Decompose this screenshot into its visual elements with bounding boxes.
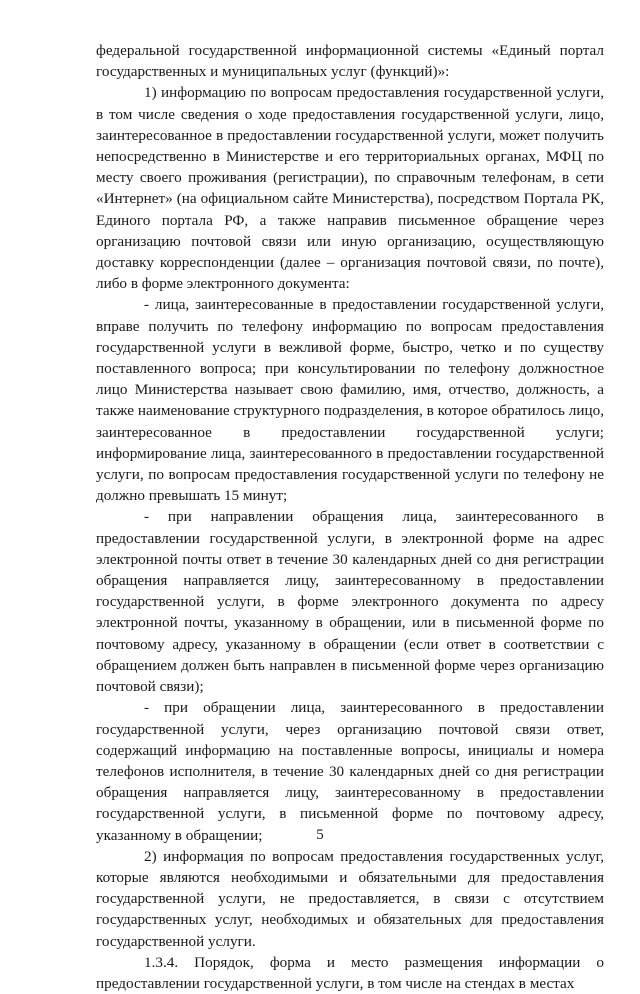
paragraph-continuation: федеральной государственной информационной системы «Единый портал государственных и муниципальных услуг (функций)»:: [96, 42, 604, 81]
page-number: 5: [316, 827, 324, 843]
document-body: [96, 40, 604, 994]
paragraph-postal-info: - при обращении лица, заинтересованного в предоставлении государственной услуги, через организацию почтовой связи ответ, содержащий информацию на поставленные вопросы, инициалы и номера телефонов исполнителя, в течение 30 календарных дней со дня регистрации обращения направляется лицу, заинтересованному в предоставлении государственной услуги, в письменной форме по почтовому адресу, указанному в обращении;: [96, 699, 604, 844]
paragraph-section-1-3-4: 1.3.4. Порядок, форма и место размещения информации о предоставлении государственной услуги, в том числе на стендах в местах: [96, 953, 604, 992]
paragraph-email-info: - при направлении обращения лица, заинтересованного в предоставлении государственной услуги, в электронной форме на адрес электронной почты ответ в течение 30 календарных дней со дня регистрации обращения направляется лицу, заинтересованному в предоставлении государственной услуги, в форме электронного документа по адресу электронной почты, указанному в обращении, или в письменной форме по почтовому адресу, указанному в обращении (если ответ в соответствии с обращением должен быть направлен в письменной форме через организацию почтовой связи);: [96, 508, 604, 696]
paragraph-item-2: 2) информация по вопросам предоставления государственных услуг, которые являются необходимыми и обязательными для предоставления государственной услуги, не предоставляется, в связи с отсутствием государственных услуг, необходимых и обязательных для предоставления государственной услуги.: [96, 847, 604, 950]
paragraph-item-1: 1) информацию по вопросам предоставления государственной услуги, в том числе сведения о ходе предоставления государственной услуги, лицо, заинтересованное в предоставлении государственной услуги, может получить непосредственно в Министерстве и его территориальных органах, МФЦ по месту своего проживания (регистрации), по справочным телефонам, в сети «Интернет» (на официальном сайте Министерства), посредством Портала РК, Единого портала РФ, а также направив письменное обращение через организацию почтовой связи или иную организацию, осуществляющую доставку корреспонденции (далее – организация почтовой связи, по почте), либо в форме электронного документа:: [96, 84, 604, 293]
paragraph-phone-info: - лица, заинтересованные в предоставлении государственной услуги, вправе получить по телефону информацию по вопросам предоставления государственной услуги в вежливой форме, быстро, четко и по существу поставленного вопроса; при консультировании по телефону должностное лицо Министерства называет свою фамилию, имя, отчество, должность, а также наименование структурного подразделения, в которое обратилось лицо, заинтересованное в предоставлении государственной услуги; информирование лица, заинтересованного в предоставлении государственной услуги, по вопросам предоставления государственной услуги по телефону не должно превышать 15 минут;: [96, 296, 604, 505]
